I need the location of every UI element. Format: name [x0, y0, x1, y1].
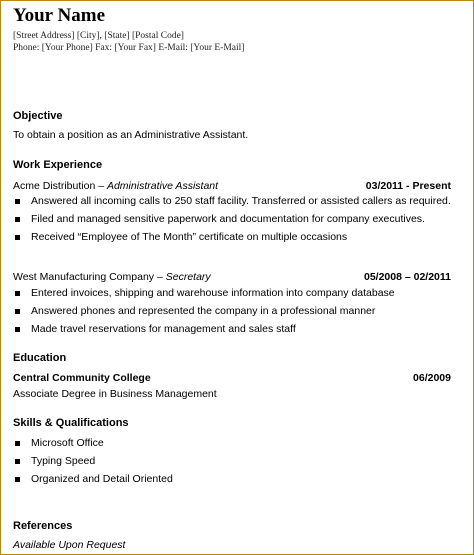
- bullet-marker: [15, 327, 20, 332]
- skill-item: [13, 437, 104, 449]
- job-2-separator: –: [154, 271, 166, 283]
- objective-text: To obtain a position as an Administrative Assistant.: [13, 129, 249, 141]
- contact-line: Phone: [Your Phone] Fax: [Your Fax] E-Mail: [Your E-Mail]: [13, 43, 245, 53]
- job-1-bullet-1: [13, 195, 451, 207]
- skill-item: [13, 455, 95, 467]
- degree: Associate Degree in Business Management: [13, 388, 217, 400]
- bullet-text: Made travel reservations for management and sales staff: [31, 323, 296, 335]
- bullet-marker: [15, 217, 20, 222]
- references-heading: References: [13, 520, 73, 532]
- bullet-text: Received “Employee of The Month” certificate on multiple occasions: [31, 231, 348, 243]
- job-1-separator: –: [95, 180, 107, 192]
- job-2-header: [13, 271, 211, 283]
- job-2-title: Secretary: [165, 271, 211, 283]
- skill-text: Typing Speed: [31, 455, 96, 467]
- skill-item: [13, 473, 173, 485]
- graduation-date: 06/2009: [413, 372, 451, 384]
- job-2-bullet-2: [13, 305, 375, 317]
- skill-text: Microsoft Office: [31, 437, 104, 449]
- job-1-dates: 03/2011 - Present: [365, 180, 451, 192]
- bullet-marker: [15, 291, 20, 296]
- job-2-bullet-1: [13, 287, 395, 299]
- objective-heading: Objective: [13, 110, 63, 122]
- job-2-company: West Manufacturing Company: [13, 271, 155, 283]
- bullet-marker: [15, 235, 20, 240]
- references-text: Available Upon Request: [13, 539, 126, 551]
- bullet-marker: [15, 477, 20, 482]
- skill-text: Organized and Detail Oriented: [31, 473, 173, 485]
- job-1-bullet-3: [13, 231, 347, 243]
- job-1-title: Administrative Assistant: [106, 180, 219, 192]
- bullet-marker: [15, 459, 20, 464]
- address-line: [Street Address] [City], [State] [Postal Code]: [13, 31, 184, 41]
- bullet-text: Filed and managed sensitive paperwork and documentation for company executives.: [31, 213, 425, 225]
- bullet-text: Answered all incoming calls to 250 staff facility. Transferred or assisted callers as required.: [31, 195, 451, 207]
- skills-heading: Skills & Qualifications: [13, 417, 129, 429]
- school-name: Central Community College: [13, 372, 151, 384]
- bullet-marker: [15, 309, 20, 314]
- job-2-bullet-3: [13, 323, 296, 335]
- job-1-header: [13, 180, 218, 192]
- job-1-company: Acme Distribution: [13, 180, 96, 192]
- bullet-marker: [15, 441, 20, 446]
- resume-name: Your Name: [13, 5, 106, 26]
- bullet-text: Entered invoices, shipping and warehouse information into company database: [31, 287, 395, 299]
- job-2-dates: 05/2008 – 02/2011: [363, 271, 451, 283]
- work-experience-heading: Work Experience: [13, 159, 103, 171]
- job-1-bullet-2: [13, 213, 425, 225]
- education-heading: Education: [13, 352, 67, 364]
- bullet-marker: [15, 199, 20, 204]
- bullet-text: Answered phones and represented the company in a professional manner: [31, 305, 376, 317]
